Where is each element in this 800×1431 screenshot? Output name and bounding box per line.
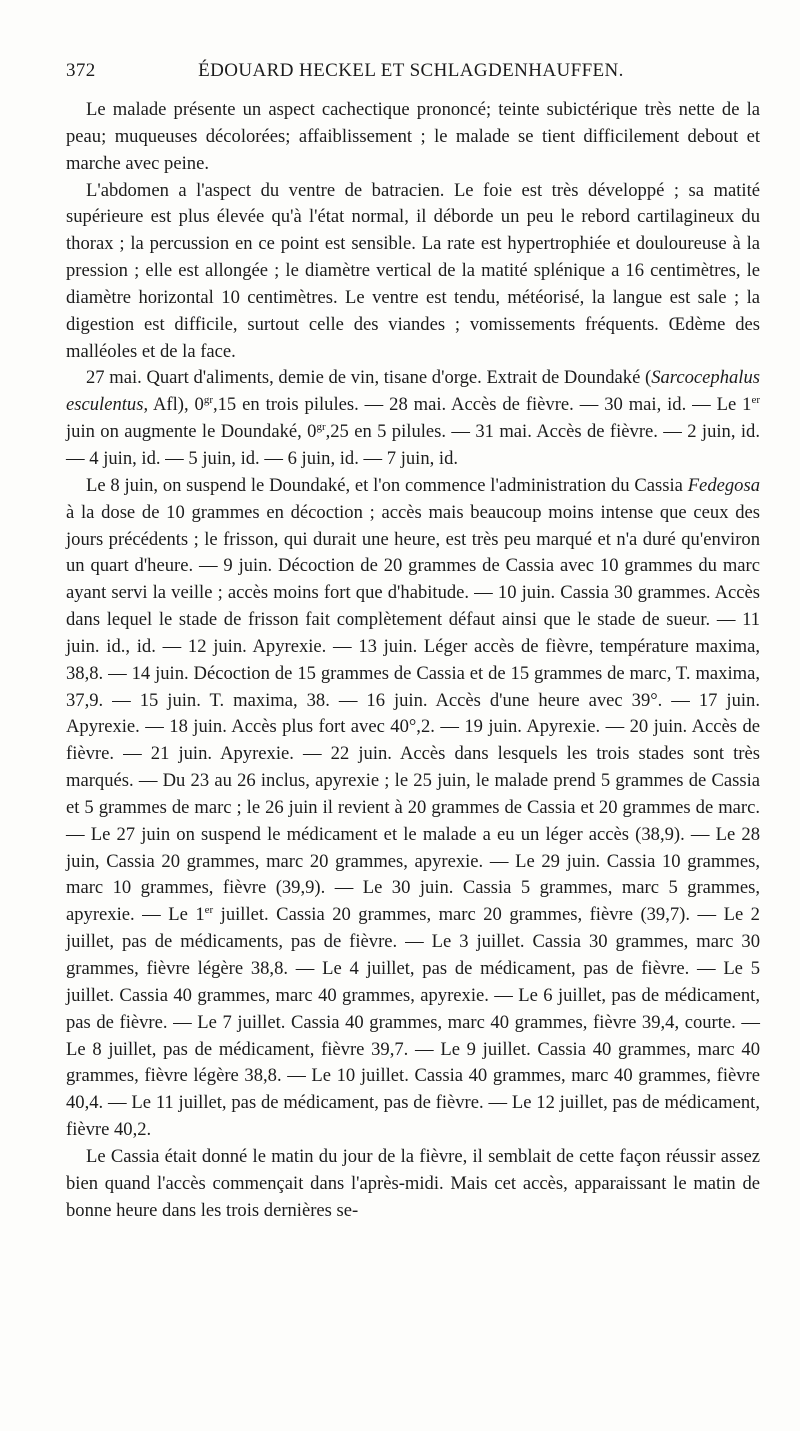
body-text — [66, 97, 760, 1224]
paragraph-patient-state: Le malade présente un aspect cachectique prononcé; teinte subictérique très nette de la peau; muqueuses décolorées; affaiblissement ; le malade se tient difficilement debout et marche avec peine. — [66, 99, 760, 174]
superscript-gr: gr — [316, 421, 326, 434]
superscript-er: er — [204, 904, 214, 917]
superscript-er: er — [751, 394, 761, 407]
text-run: Le 8 juin, on suspend le Doundaké, et l'on commence l'administration du Cassia — [86, 474, 688, 496]
superscript-gr: gr — [203, 394, 213, 407]
paragraph-conclusion: Le Cassia était donné le matin du jour de la fièvre, il semblait de cette façon réussir assez bien quand l'accès commençait dans l'après-midi. Mais cet accès, apparaissant le matin de bonne heure dans les trois dernières se- — [66, 1145, 760, 1221]
page-number: 372 — [66, 60, 96, 81]
paragraph-doundake-treatment — [66, 365, 760, 472]
text-run: juillet. Cassia 20 grammes, marc 20 grammes, fièvre (39,7). — Le 2 juillet, pas de médicaments, pas de fièvre. — Le 3 juillet. Cassia 30 grammes, marc 30 grammes, fièvre légère 38,8. — Le 4 juillet, pas de médicament, pas de fièvre. — Le 5 juillet. Cassia 40 grammes, marc 40 grammes, apyrexie. — Le 6 juillet, pas de médicament, pas de fièvre. — Le 7 juillet. Cassia 40 grammes, marc 40 grammes, fièvre 39,4, courte. — Le 8 juillet, pas de médicament, fièvre 39,7. — Le 9 juillet. Cassia 40 grammes, marc 40 grammes, fièvre légère 38,8. — Le 10 juillet. Cassia 40 grammes, marc 40 grammes, fièvre 40,4. — Le 11 juillet, pas de médicament, pas de fièvre. — Le 12 juillet, pas de médicament, fièvre 40,2. — [66, 904, 760, 1141]
text-run: juin on augmente le Doundaké, 0 — [66, 421, 317, 443]
paragraph-abdomen: L'abdomen a l'aspect du ventre de batracien. Le foie est très développé ; sa matité supérieure est plus élevée qu'à l'état normal, il déborde un peu le rebord cartilagineux du thorax ; la percussion en ce point est sensible. La rate est hypertrophiée et douloureuse à la pression ; elle est allongée ; le diamètre vertical de la matité splénique a 16 centimètres, le diamètre horizontal 10 centimètres. Le ventre est tendu, météorisé, la langue est sale ; la digestion est difficile, surtout celle des viandes ; vomissements fréquents. Œdème des malléoles et de la face. — [66, 179, 760, 362]
species-name: Sarcocephalus esculentus — [66, 367, 760, 416]
text-run: ,25 en 5 pilules. — 31 mai. Accès de fièvre. — 2 juin, id. — 4 juin, id. — 5 juin, id. — 6 juin, id. — 7 juin, id. — [66, 421, 760, 469]
page-header — [66, 60, 756, 84]
text-run: 27 mai. Quart d'aliments, demie de vin, tisane d'orge. Extrait de Doundaké ( — [86, 367, 652, 389]
text-run: à la dose de 10 grammes en décoction ; accès mais beaucoup moins intense que ceux des jours précédents ; le frisson, qui durait une heure, est très peu marqué et n'a duré qu'environ un quart d'heure. — 9 juin. Décoction de 20 grammes de Cassia avec 10 grammes du marc ayant servi la veille ; accès moins fort que d'habitude. — 10 juin. Cassia 30 grammes. Accès dans lequel le stade de frisson fait complètement défaut ainsi que le stade de sueur. — 11 juin. id., id. — 12 juin. Apyrexie. — 13 juin. Léger accès de fièvre, température maxima, 38,8. — 14 juin. Décoction de 15 grammes de Cassia et de 15 grammes de marc, T. maxima, 37,9. — 15 juin. T. maxima, 38. — 16 juin. Accès d'une heure avec 39°. — 17 juin. Apyrexie. — 18 juin. Accès plus fort avec 40°,2. — 19 juin. Apyrexie. — 20 juin. Accès de fièvre. — 21 juin. Apyrexie. — 22 juin. Accès dans lesquels les trois stades sont très marqués. — Du 23 au 26 inclus, apyrexie ; le 25 juin, le malade prend 5 grammes de Cassia et 5 grammes de marc ; le 26 juin il revient à 20 grammes de Cassia et 20 grammes de marc. — Le 27 juin on suspend le médicament et le malade a eu un léger accès (38,9). — Le 28 juin, Cassia 20 grammes, marc 20 grammes, apyrexie. — Le 29 juin. Cassia 10 grammes, marc 10 grammes, fièvre (39,9). — Le 30 juin. Cassia 5 grammes, marc 5 grammes, apyrexie. — Le 1 — [66, 501, 760, 926]
running-title: ÉDOUARD HECKEL ET SCHLAGDENHAUFFEN. — [198, 60, 624, 81]
paragraph-cassia-treatment — [66, 473, 760, 1144]
text-run: ,15 en trois pilules. — 28 mai. Accès de fièvre. — 30 mai, id. — Le 1 — [212, 394, 752, 416]
species-name: Fedegosa — [687, 474, 760, 496]
text-run: , Afl), 0 — [143, 394, 204, 416]
